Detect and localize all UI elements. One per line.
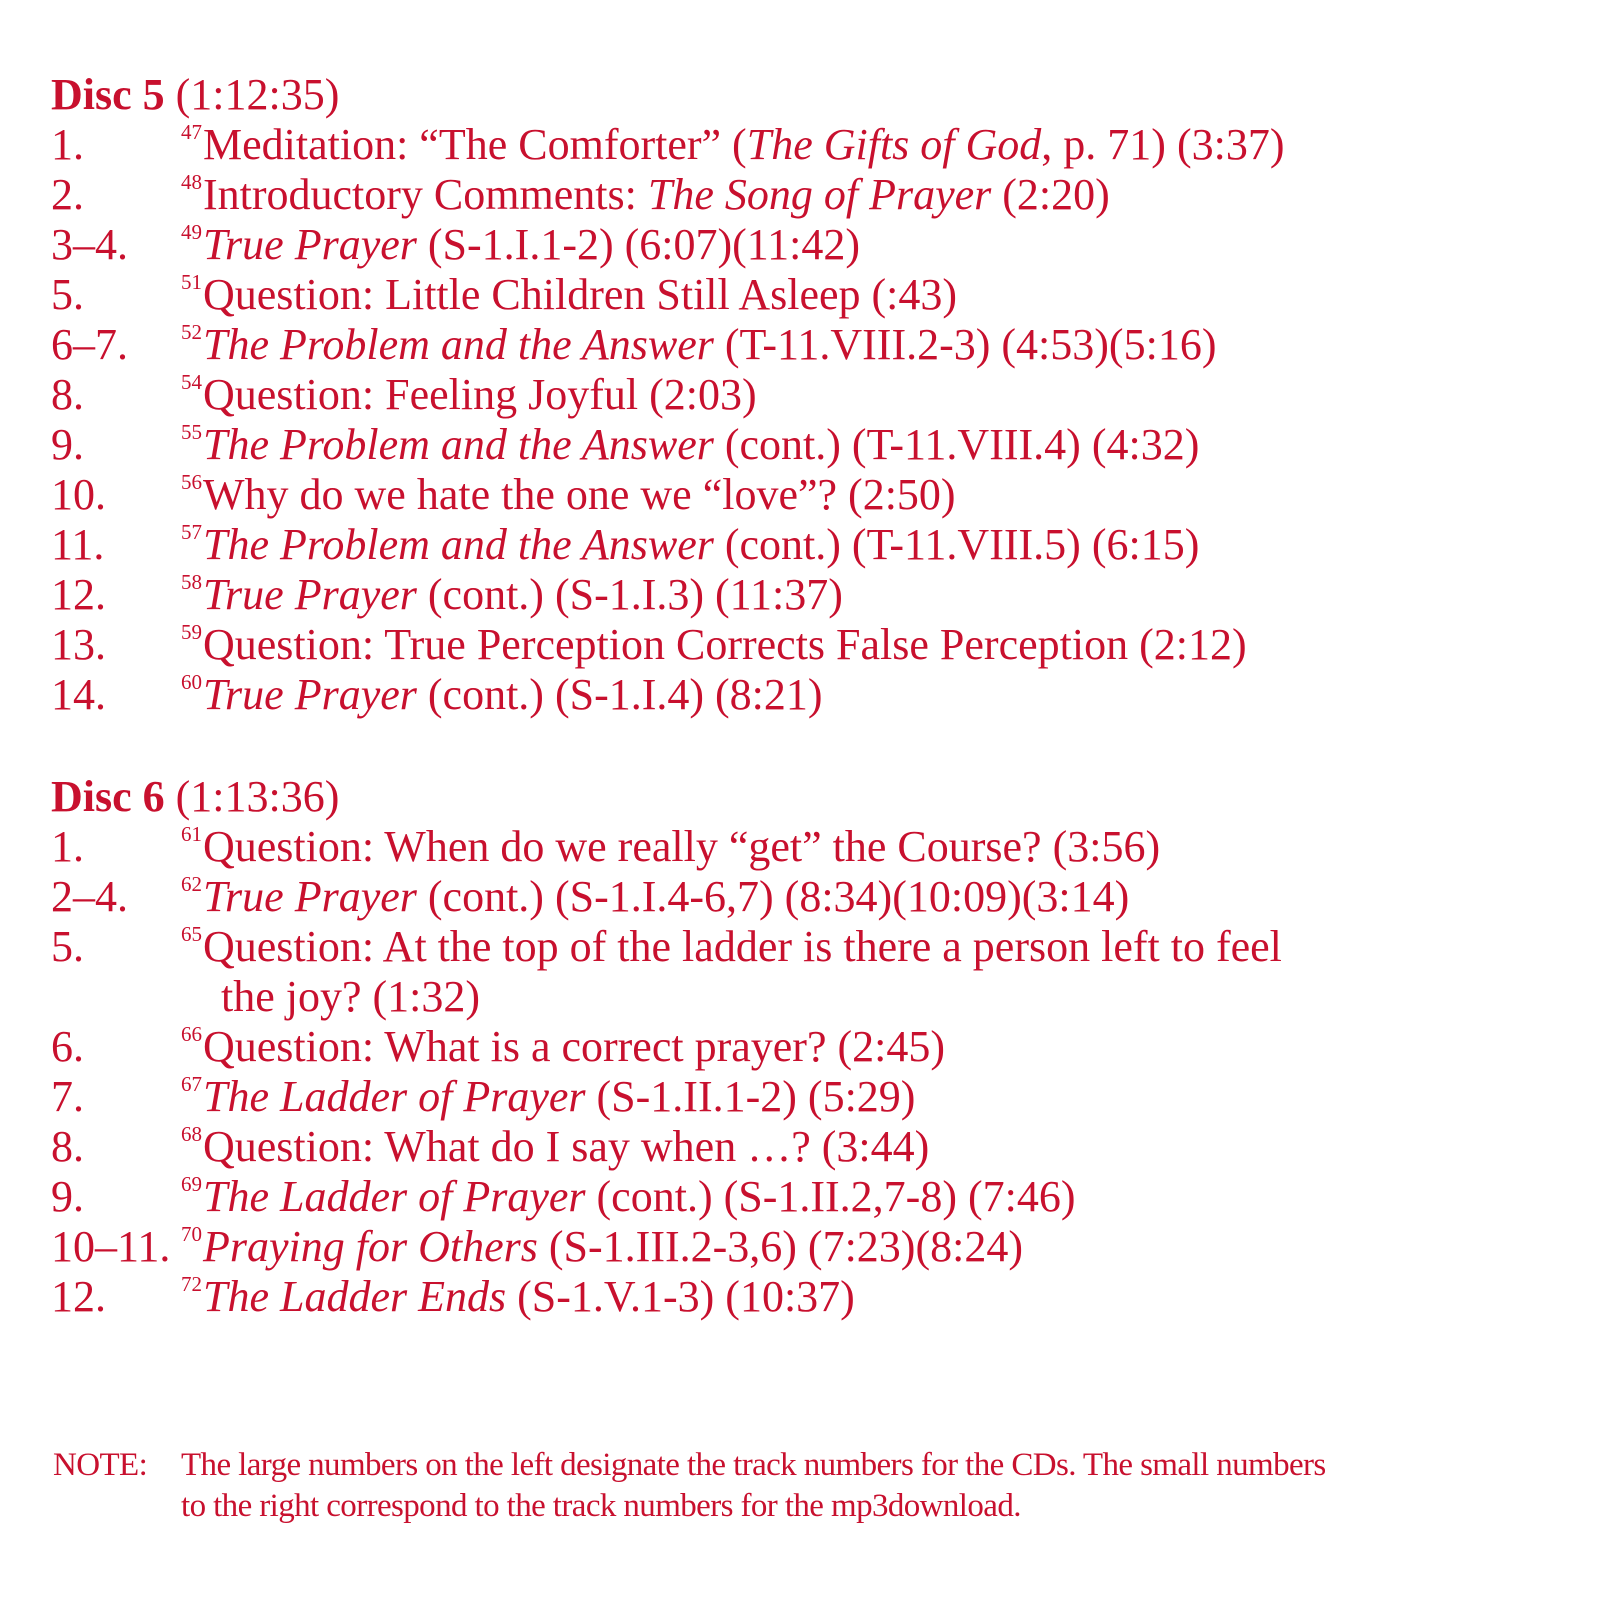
track-row [51, 320, 1551, 370]
track-row [51, 270, 1551, 320]
track-text: Why do we hate the one we “love”? (2:50) [203, 470, 956, 519]
track-description [181, 670, 1551, 720]
track-row [51, 1272, 1551, 1322]
track-row [51, 620, 1551, 670]
disc-5-section [51, 70, 1551, 720]
track-description [181, 220, 1551, 270]
track-work-title: True Prayer [203, 670, 417, 719]
track-description [181, 320, 1551, 370]
track-description [181, 470, 1551, 520]
track-description [181, 1122, 1551, 1172]
mp3-track-number: 65 [181, 922, 202, 946]
track-work-title: The Ladder of Prayer [203, 1172, 586, 1221]
track-work-title: The Ladder of Prayer [203, 1072, 586, 1121]
track-reference: (cont.) (S-1.I.3) (11:37) [416, 570, 843, 619]
cd-track-number: 13. [51, 620, 106, 669]
track-row [51, 872, 1551, 922]
cd-track-number: 10–11. [51, 1222, 171, 1271]
mp3-track-number: 56 [181, 470, 202, 494]
track-row [51, 1222, 1551, 1272]
track-reference: (S-1.I.1-2) (6:07)(11:42) [416, 220, 861, 269]
track-row [51, 470, 1551, 520]
track-row [51, 1022, 1551, 1072]
cd-track-number: 2. [51, 170, 84, 219]
disc-5-track-list [51, 120, 1551, 720]
track-work-title: True Prayer [203, 872, 417, 921]
track-text: Question: Little Children Still Asleep (:43) [203, 270, 958, 319]
track-row [51, 822, 1551, 872]
mp3-track-number: 69 [181, 1172, 202, 1196]
track-description [181, 1172, 1551, 1222]
disc-6-track-list [51, 822, 1551, 1322]
track-description [181, 822, 1551, 872]
mp3-track-number: 48 [181, 170, 202, 194]
track-text: Introductory Comments: [203, 170, 648, 219]
mp3-track-number: 49 [181, 220, 202, 244]
mp3-track-number: 72 [181, 1272, 202, 1296]
track-text: Question: What do I say when …? (3:44) [203, 1122, 930, 1171]
mp3-track-number: 59 [181, 620, 202, 644]
cd-track-number: 6. [51, 1022, 84, 1071]
cd-track-number: 1. [51, 120, 84, 169]
cd-track-number: 11. [51, 520, 105, 569]
mp3-track-number: 60 [181, 670, 202, 694]
disc-6-section [51, 772, 1551, 1322]
track-row [51, 220, 1551, 270]
track-description [181, 872, 1551, 922]
track-reference: (cont.) (S-1.II.2,7-8) (7:46) [585, 1172, 1076, 1221]
mp3-track-number: 66 [181, 1022, 202, 1046]
disc-5-label: Disc 5 [51, 70, 165, 119]
track-text: Question: At the top of the ladder is there a person left to feel [203, 922, 1282, 971]
mp3-track-number: 55 [181, 420, 202, 444]
mp3-track-number: 54 [181, 370, 202, 394]
track-reference: (T-11.VIII.2-3) (4:53)(5:16) [713, 320, 1217, 369]
mp3-track-number: 62 [181, 872, 202, 896]
track-row [51, 670, 1551, 720]
track-row [51, 1122, 1551, 1172]
track-work-title: True Prayer [203, 220, 417, 269]
note-label: NOTE: [53, 1447, 148, 1483]
track-row [51, 170, 1551, 220]
mp3-track-number: 47 [181, 120, 202, 144]
note-text: The large numbers on the left designate the track numbers for the CDs. The small numbers to the right correspond to the track numbers for the mp3download. [181, 1447, 1326, 1524]
mp3-track-number: 61 [181, 822, 202, 846]
track-row [51, 1172, 1551, 1222]
cd-track-number: 10. [51, 470, 106, 519]
track-text: Question: True Perception Corrects False Perception (2:12) [203, 620, 1247, 669]
mp3-track-number: 51 [181, 270, 202, 294]
track-text: Question: What is a correct prayer? (2:45) [203, 1022, 946, 1071]
mp3-track-number: 52 [181, 320, 202, 344]
track-reference: (cont.) (T-11.VIII.5) (6:15) [713, 520, 1200, 569]
track-work-title: The Problem and the Answer [203, 420, 714, 469]
cd-track-number: 9. [51, 1172, 84, 1221]
mp3-track-number: 67 [181, 1072, 202, 1096]
track-row [51, 370, 1551, 420]
track-description [181, 1222, 1551, 1272]
mp3-track-number: 68 [181, 1122, 202, 1146]
footnote [53, 1445, 1341, 1527]
track-work-title: True Prayer [203, 570, 417, 619]
mp3-track-number: 70 [181, 1222, 202, 1246]
track-row [51, 1072, 1551, 1122]
disc-6-duration: (1:13:36) [175, 772, 340, 821]
track-description [181, 120, 1551, 170]
track-reference: (cont.) (T-11.VIII.4) (4:32) [713, 420, 1200, 469]
track-reference: (cont.) (S-1.I.4-6,7) (8:34)(10:09)(3:14) [416, 872, 1130, 921]
track-description [181, 1072, 1551, 1122]
track-reference: (2:20) [991, 170, 1110, 219]
track-description [181, 922, 1551, 1022]
track-description [181, 620, 1551, 670]
track-description [181, 170, 1551, 220]
track-row [51, 420, 1551, 470]
track-work-title: The Ladder Ends [203, 1272, 507, 1321]
disc-6-label: Disc 6 [51, 772, 165, 821]
cd-track-number: 12. [51, 570, 106, 619]
track-work-title: Praying for Others [203, 1222, 538, 1271]
track-description [181, 570, 1551, 620]
track-row [51, 570, 1551, 620]
cd-track-number: 12. [51, 1272, 106, 1321]
track-work-title: The Gifts of God [746, 120, 1042, 169]
track-reference: (cont.) (S-1.I.4) (8:21) [416, 670, 823, 719]
cd-track-number: 3–4. [51, 220, 128, 269]
track-reference: (S-1.V.1-3) (10:37) [506, 1272, 855, 1321]
track-reference: , p. 71) (3:37) [1041, 120, 1285, 169]
track-reference: (S-1.II.1-2) (5:29) [585, 1072, 916, 1121]
track-description [181, 1272, 1551, 1322]
mp3-track-number: 57 [181, 520, 202, 544]
disc-5-heading [51, 70, 1551, 120]
track-text-continuation: the joy? (1:32) [221, 972, 481, 1021]
cd-track-number: 9. [51, 420, 84, 469]
cd-track-number: 8. [51, 1122, 84, 1171]
track-text: Meditation: “The Comforter” ( [203, 120, 747, 169]
mp3-track-number: 58 [181, 570, 202, 594]
track-description [181, 420, 1551, 470]
track-description [181, 520, 1551, 570]
track-text: Question: Feeling Joyful (2:03) [203, 370, 757, 419]
cd-track-number: 5. [51, 922, 84, 971]
cd-track-number: 8. [51, 370, 84, 419]
track-description [181, 370, 1551, 420]
cd-track-number: 14. [51, 670, 106, 719]
cd-track-number: 7. [51, 1072, 84, 1121]
track-description [181, 1022, 1551, 1072]
cd-track-number: 1. [51, 822, 84, 871]
track-listing [51, 70, 1551, 1322]
track-work-title: The Problem and the Answer [203, 320, 714, 369]
cd-track-number: 6–7. [51, 320, 128, 369]
cd-track-number: 5. [51, 270, 84, 319]
cd-track-number: 2–4. [51, 872, 128, 921]
track-text: Question: When do we really “get” the Course? (3:56) [203, 822, 1161, 871]
track-description [181, 270, 1551, 320]
disc-6-heading [51, 772, 1551, 822]
track-work-title: The Problem and the Answer [203, 520, 714, 569]
track-reference: (S-1.III.2-3,6) (7:23)(8:24) [537, 1222, 1023, 1271]
disc-5-duration: (1:12:35) [175, 70, 340, 119]
track-row [51, 520, 1551, 570]
track-row [51, 922, 1551, 1022]
track-row [51, 120, 1551, 170]
track-work-title: The Song of Prayer [647, 170, 992, 219]
